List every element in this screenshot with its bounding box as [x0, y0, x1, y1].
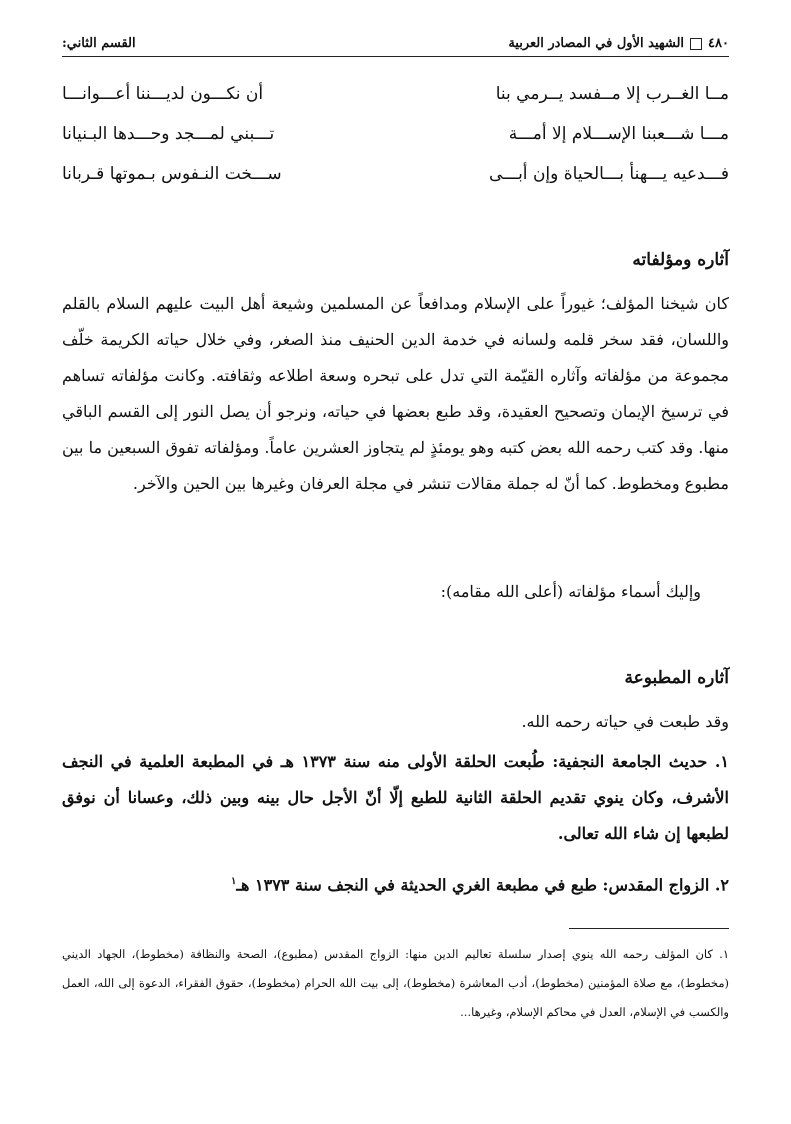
poem [62, 84, 729, 204]
section-label: القسم الثاني: [62, 36, 136, 51]
printed-work-item-2-text: ٢. الزواج المقدس: طبع في مطبعة الغري الحديثة في النجف سنة ١٣٧٣ هـ [236, 875, 729, 895]
works-paragraph: كان شيخنا المؤلف؛ غيوراً على الإسلام ومدافعاً عن المسلمين وشيعة أهل البيت عليهم السلام بالقلم واللسان، فقد سخر قلمه ولسانه في خدمة الدين الحنيف منذ الصغر، وفي خلال حياته الكريمة خلّف مجموعة من مؤلفاته وآثاره القيّمة التي تدل على تبحره وسعة اطلاعه وثقافته. وكانت مؤلفاته تساهم في ترسيخ الإيمان وتصحيح العقيدة، وقد طبع بعضها في حياته، ونرجو أن يصل النور إلى القسم الباقي منها. وقد كتب رحمه الله بعض كتبه وهو يومئذٍ لم يتجاوز العشرين عاماً. ومؤلفاته تفوق السبعين ما بين مطبوع ومخطوط. كما أنّ له جملة مقالات تنشر في مجلة العرفان وغيرها بين الحين والآخر. [62, 294, 730, 493]
poem-verse [62, 84, 729, 124]
printed-work-item-1: ١. حديث الجامعة النجفية: طُبعت الحلقة الأولى منه سنة ١٣٧٣ هـ في المطبعة العلمية في النجف الأشرف، وكان ينوي تقديم الحلقة الثانية للطبع إلّا أنّ الأجل حال بينه وبين ذلك، وعسانا أن نوفق لطبعها إن شاء الله تعالى. [62, 752, 729, 843]
footnote: ١. كان المؤلف رحمه الله ينوي إصدار سلسلة تعاليم الدين منها: الزواج المقدس (مطبوع)، الصحة والنظافة (مخطوط)، الجهاد الديني (مخطوط)، مع صلاة المؤمنين (مخطوط)، أدب المعاشرة (مخطوط)، إلى بيت الله الحرام (مخطوط)، حقوق الفقراء، الدعوة إلى الله، العمل والكسب في الإسلام، العدل في محاكم الإسلام، وغيرها... [62, 947, 729, 1019]
section-heading-printed-works: آثاره المطبوعة [624, 668, 729, 688]
footnote-reference: ١ [230, 876, 237, 887]
running-header [62, 34, 729, 57]
poem-hemistich-right: مـــا شـــعبنا الإســـلام إلا أمـــة [508, 124, 729, 144]
poem-hemistich-left: تـــبني لمـــجد وحـــدها البـنيانا [62, 124, 275, 144]
poem-hemistich-right: مــا الغــرب إلا مــفسد يــرمي بنا [495, 84, 729, 104]
footnote-separator [569, 928, 729, 929]
page-number: ٤٨٠ [708, 36, 729, 51]
printed-works-intro: وقد طبعت في حياته رحمه الله. [521, 712, 729, 731]
book-title: الشهيد الأول في المصادر العربية [508, 36, 685, 51]
poem-verse [62, 164, 729, 204]
works-list-intro: وإليك أسماء مؤلفاته (أعلى الله مقامه): [440, 582, 701, 601]
poem-hemistich-right: فـــدعيه يـــهنأ بـــالحياة وإن أبـــى [488, 164, 729, 184]
section-heading-works: آثاره ومؤلفاته [632, 250, 729, 270]
header-title-group [508, 36, 729, 51]
poem-hemistich-left: ســـخت النـفوس بـموتها قـربانا [62, 164, 282, 184]
printed-work-item-2 [62, 864, 729, 903]
poem-hemistich-left: أن نكـــون لديـــننا أعـــوانـــا [62, 84, 264, 104]
poem-verse [62, 124, 729, 164]
square-icon [690, 38, 702, 50]
